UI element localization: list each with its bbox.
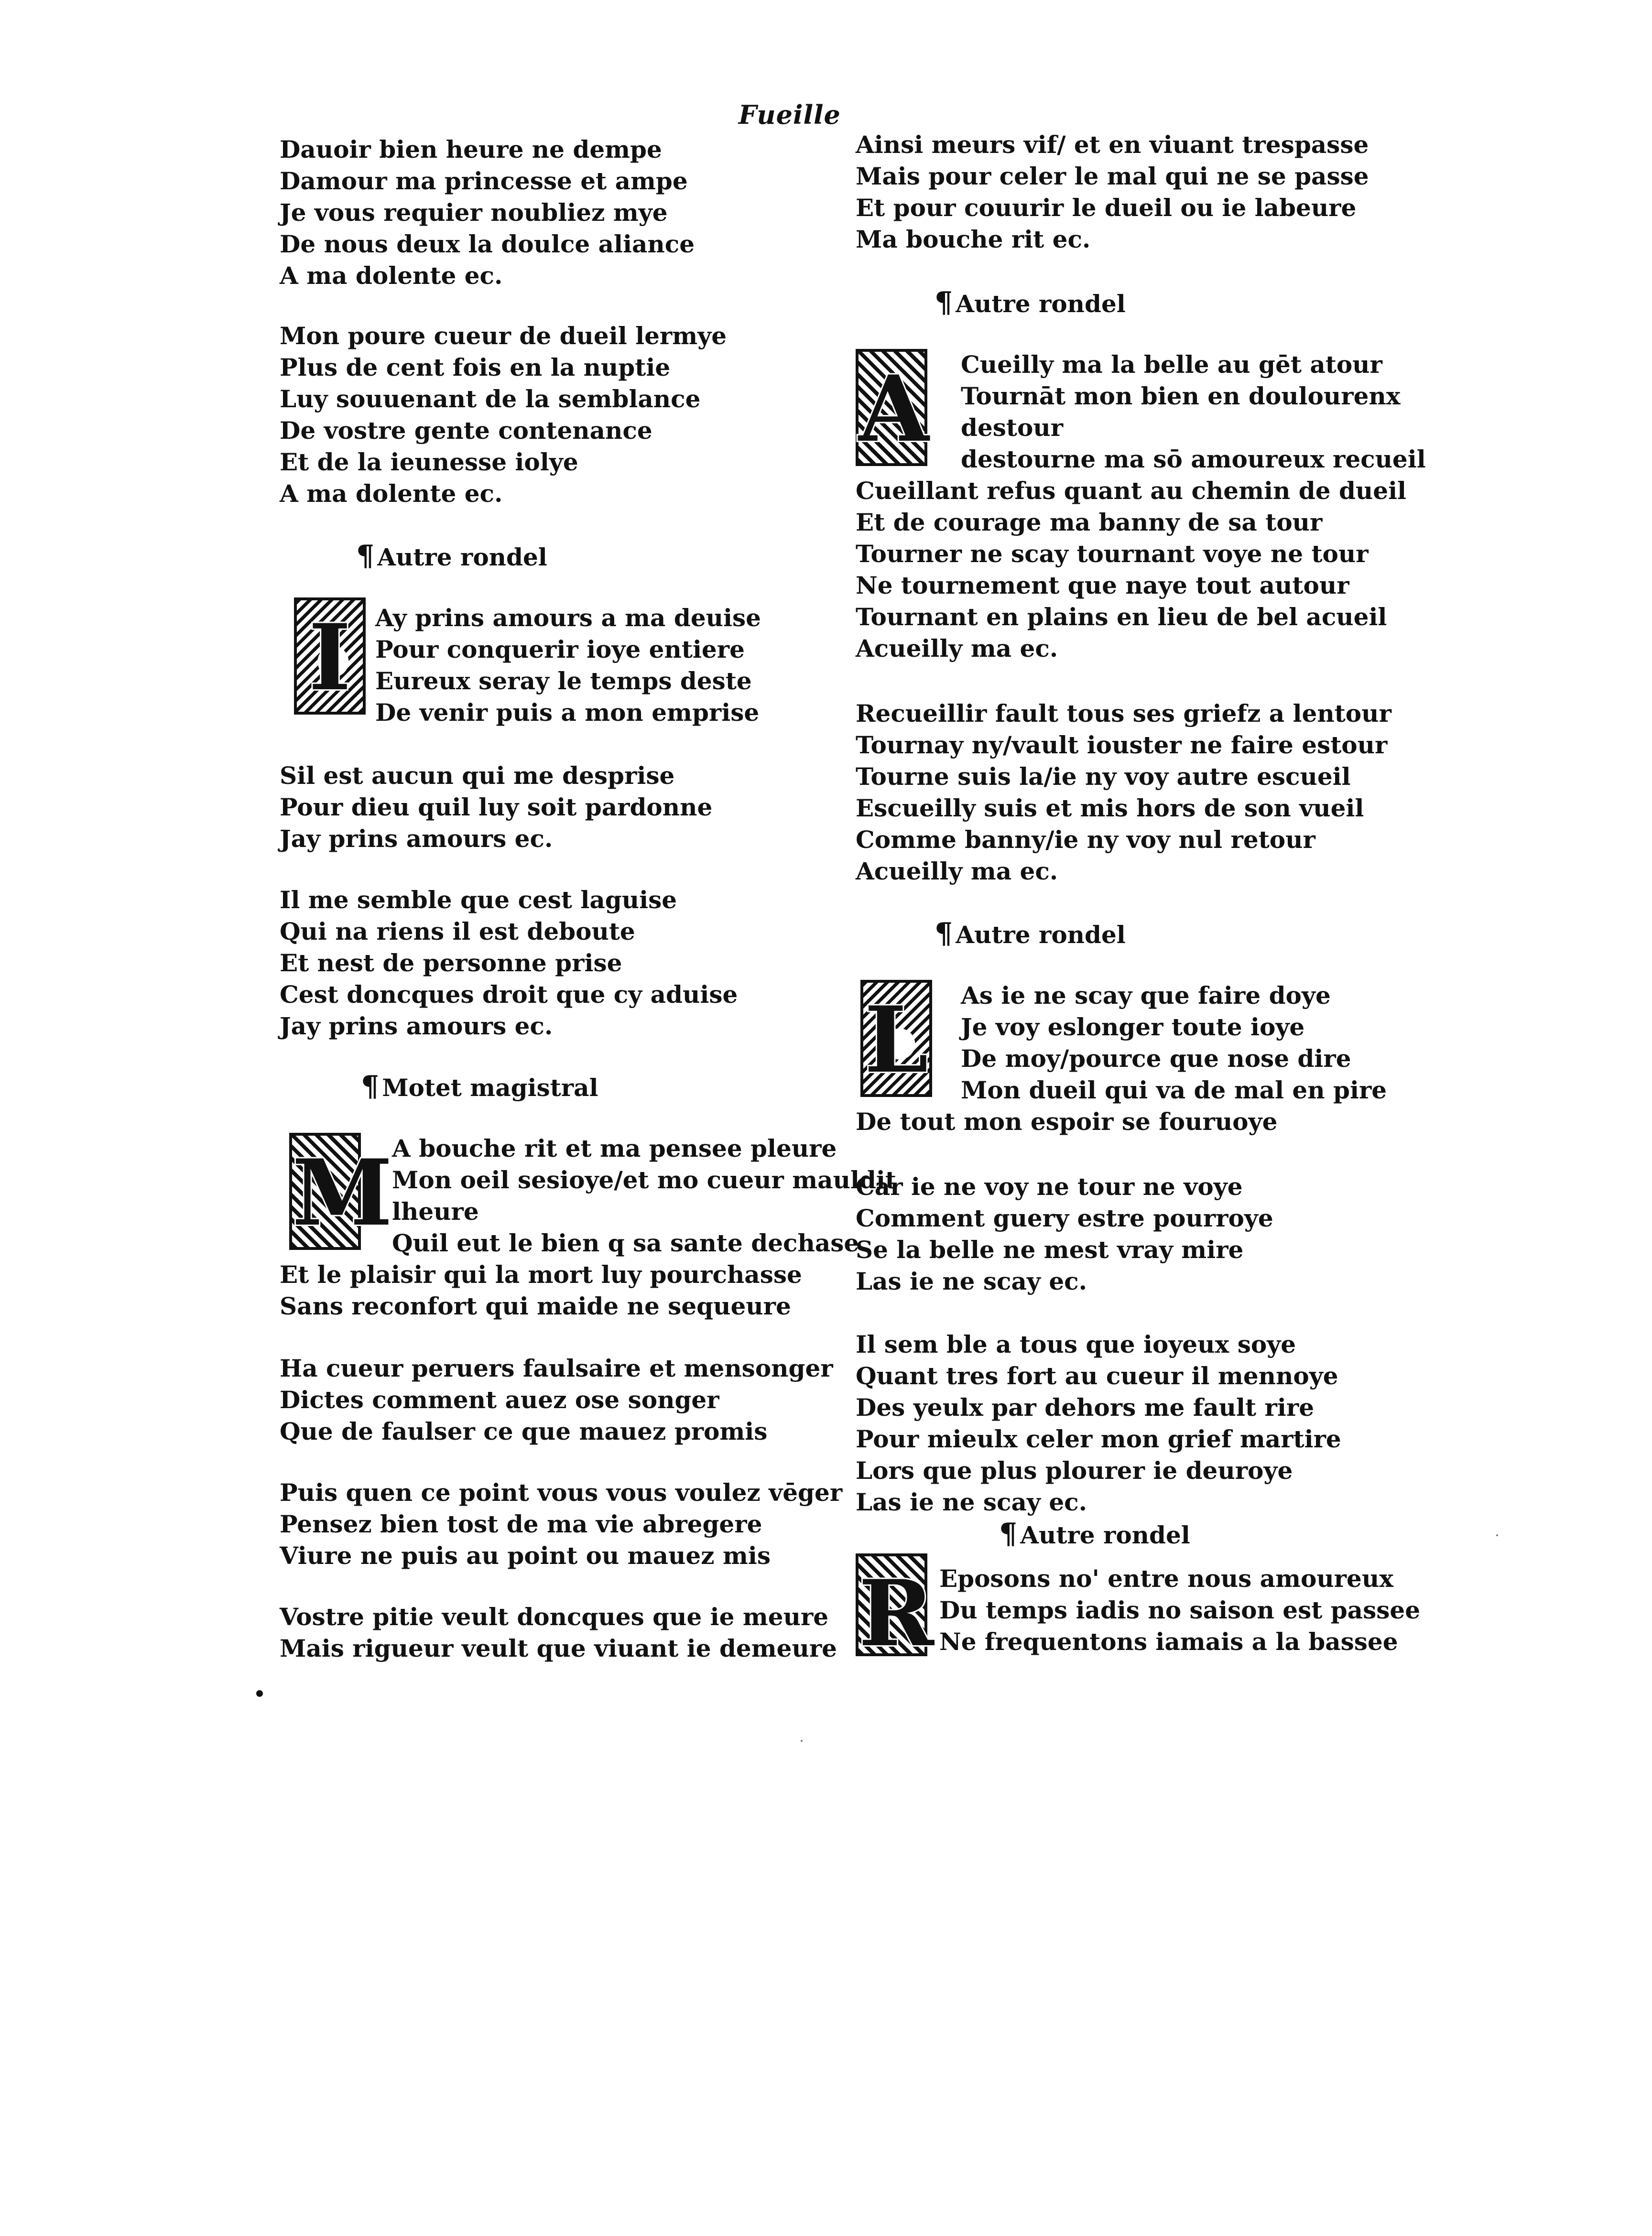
verse-line: Et le plaisir qui la mort luy pourchasse (280, 1260, 802, 1289)
verse-line: De venir puis a mon emprise (375, 698, 760, 727)
verse-line: Las ie ne scay ec. (856, 1488, 1087, 1516)
pilcrow-icon: ¶ (356, 539, 375, 573)
verse-line: Tournāt mon bien en doulourenx (961, 382, 1401, 410)
verse-line: Pour conquerir ioye entiere (375, 635, 745, 663)
verse-line: Il me semble que cest laguise (280, 886, 677, 914)
section-title: ¶ Autre rondel (356, 539, 547, 573)
verse-line: De tout mon espoir se fouruoye (856, 1107, 1278, 1136)
verse-line: Damour ma princesse et ampe (280, 167, 688, 195)
ink-dot (256, 1690, 263, 1697)
verse-line: Sil est aucun qui me desprise (280, 761, 675, 790)
verse-line: Que de faulser ce que mauez promis (280, 1417, 768, 1445)
verse-line: Viure ne puis au point ou mauez mis (280, 1541, 771, 1570)
verse-line: Sans reconfort qui maide ne sequeure (280, 1292, 791, 1320)
verse-line: Recueillir fault tous ses griefz a lentour (856, 699, 1391, 727)
paper-speck (801, 1740, 803, 1742)
decorated-initial: R (856, 1553, 927, 1656)
verse-line: Eureux seray le temps deste (375, 667, 752, 695)
verse-line: Tournant en plains en lieu de bel acueil (856, 603, 1387, 631)
verse-line: Du temps iadis no saison est passee (939, 1596, 1421, 1624)
section-title: ¶ Autre rondel (935, 917, 1126, 950)
verse-line: Pour dieu quil luy soit pardonne (280, 793, 713, 821)
verse-line: Mon oeil sesioye/et mo cueur mauldit (392, 1166, 896, 1194)
verse-line: A ma dolente ec. (280, 261, 503, 290)
verse-line: Mon poure cueur de dueil lermye (280, 322, 727, 350)
verse-line: De vostre gente contenance (280, 416, 652, 445)
decorated-initial: M (289, 1133, 361, 1250)
pilcrow-icon: ¶ (935, 917, 953, 950)
verse-line: Mais pour celer le mal qui ne se passe (856, 162, 1369, 190)
verse-line: A bouche rit et ma pensee pleure (392, 1134, 837, 1162)
verse-line: Il sem ble a tous que ioyeux soye (856, 1330, 1296, 1358)
verse-line: Tourner ne scay tournant voye ne tour (856, 540, 1369, 568)
decorated-initial: L (860, 980, 932, 1097)
paper-speck (1496, 1534, 1498, 1536)
verse-line: Ne frequentons iamais a la bassee (939, 1628, 1398, 1656)
verse-line: Et de la ieunesse iolye (280, 448, 578, 476)
verse-line: Ay prins amours a ma deuise (375, 604, 761, 632)
verse-line: Quant tres fort au cueur il mennoye (856, 1362, 1338, 1390)
verse-line: Ainsi meurs vif/ et en viuant trespasse (856, 130, 1369, 159)
verse-line: Plus de cent fois en la nuptie (280, 353, 671, 381)
verse-line: Vostre pitie veult doncques que ie meure (280, 1603, 829, 1631)
verse-line: Des yeulx par dehors me fault rire (856, 1393, 1315, 1422)
section-title: ¶ Autre rondel (935, 286, 1126, 319)
verse-line: lheure (392, 1197, 479, 1226)
folio-header: Fueille (739, 99, 841, 130)
pilcrow-icon: ¶ (361, 1070, 380, 1103)
verse-line: Se la belle ne mest vray mire (856, 1236, 1244, 1264)
verse-line: Puis quen ce point vous vous voulez vēger (280, 1478, 843, 1507)
verse-line: Tourne suis la/ie ny voy autre escueil (856, 762, 1351, 791)
verse-line: Tournay ny/vault iouster ne faire estour (856, 731, 1388, 759)
verse-line: Qui na riens il est deboute (280, 917, 635, 945)
verse-line: Eposons no' entre nous amoureux (939, 1564, 1393, 1593)
verse-line: Acueilly ma ec. (856, 857, 1058, 885)
verse-line: Lors que plus plourer ie deuroye (856, 1456, 1293, 1485)
verse-line: destourne ma sō amoureux recueil (961, 445, 1426, 473)
verse-line: Pour mieulx celer mon grief martire (856, 1425, 1341, 1453)
verse-line: Ha cueur peruers faulsaire et mensonger (280, 1354, 833, 1382)
verse-line: De nous deux la doulce aliance (280, 230, 695, 258)
verse-line: Acueilly ma ec. (856, 634, 1058, 662)
decorated-initial: A (856, 349, 927, 466)
verse-line: As ie ne scay que faire doye (961, 981, 1331, 1009)
verse-line: Je voy eslonger toute ioye (961, 1013, 1305, 1041)
verse-line: destour (961, 413, 1064, 442)
verse-line: Pensez bien tost de ma vie abregere (280, 1510, 762, 1538)
verse-line: Quil eut le bien q sa sante dechase (392, 1229, 859, 1257)
verse-line: Cest doncques droit que cy aduise (280, 980, 738, 1009)
verse-line: Escueilly suis et mis hors de son vueil (856, 794, 1364, 822)
pilcrow-icon: ¶ (935, 286, 953, 319)
verse-line: Las ie ne scay ec. (856, 1267, 1087, 1295)
verse-line: Comment guery estre pourroye (856, 1204, 1273, 1232)
verse-line: Mon dueil qui va de mal en pire (961, 1076, 1387, 1104)
verse-line: Et de courage ma banny de sa tour (856, 508, 1323, 536)
section-title: ¶ Autre rondel (999, 1517, 1190, 1551)
decorated-initial: I (294, 597, 366, 715)
verse-line: Et pour couurir le dueil ou ie labeure (856, 194, 1357, 222)
verse-line: Cueillant refus quant au chemin de dueil (856, 477, 1407, 505)
section-title: ¶ Motet magistral (361, 1070, 598, 1103)
verse-line: Mais rigueur veult que viuant ie demeure (280, 1634, 837, 1662)
verse-line: Luy souuenant de la semblance (280, 385, 701, 413)
verse-line: De moy/pource que nose dire (961, 1044, 1351, 1073)
verse-line: Comme banny/ie ny voy nul retour (856, 825, 1315, 854)
verse-line: Et nest de personne prise (280, 949, 622, 977)
verse-line: Car ie ne voy ne tour ne voye (856, 1172, 1243, 1201)
pilcrow-icon: ¶ (999, 1517, 1018, 1551)
verse-line: Dictes comment auez ose songer (280, 1386, 719, 1414)
verse-line: Ma bouche rit ec. (856, 225, 1091, 253)
verse-line: A ma dolente ec. (280, 479, 503, 508)
verse-line: Jay prins amours ec. (280, 825, 553, 853)
verse-line: Ne tournement que naye tout autour (856, 571, 1349, 599)
verse-line: Jay prins amours ec. (280, 1012, 553, 1040)
verse-line: Dauoir bien heure ne dempe (280, 135, 662, 163)
verse-line: Cueilly ma la belle au gēt atour (961, 350, 1382, 379)
verse-line: Je vous requier noubliez mye (280, 198, 668, 227)
